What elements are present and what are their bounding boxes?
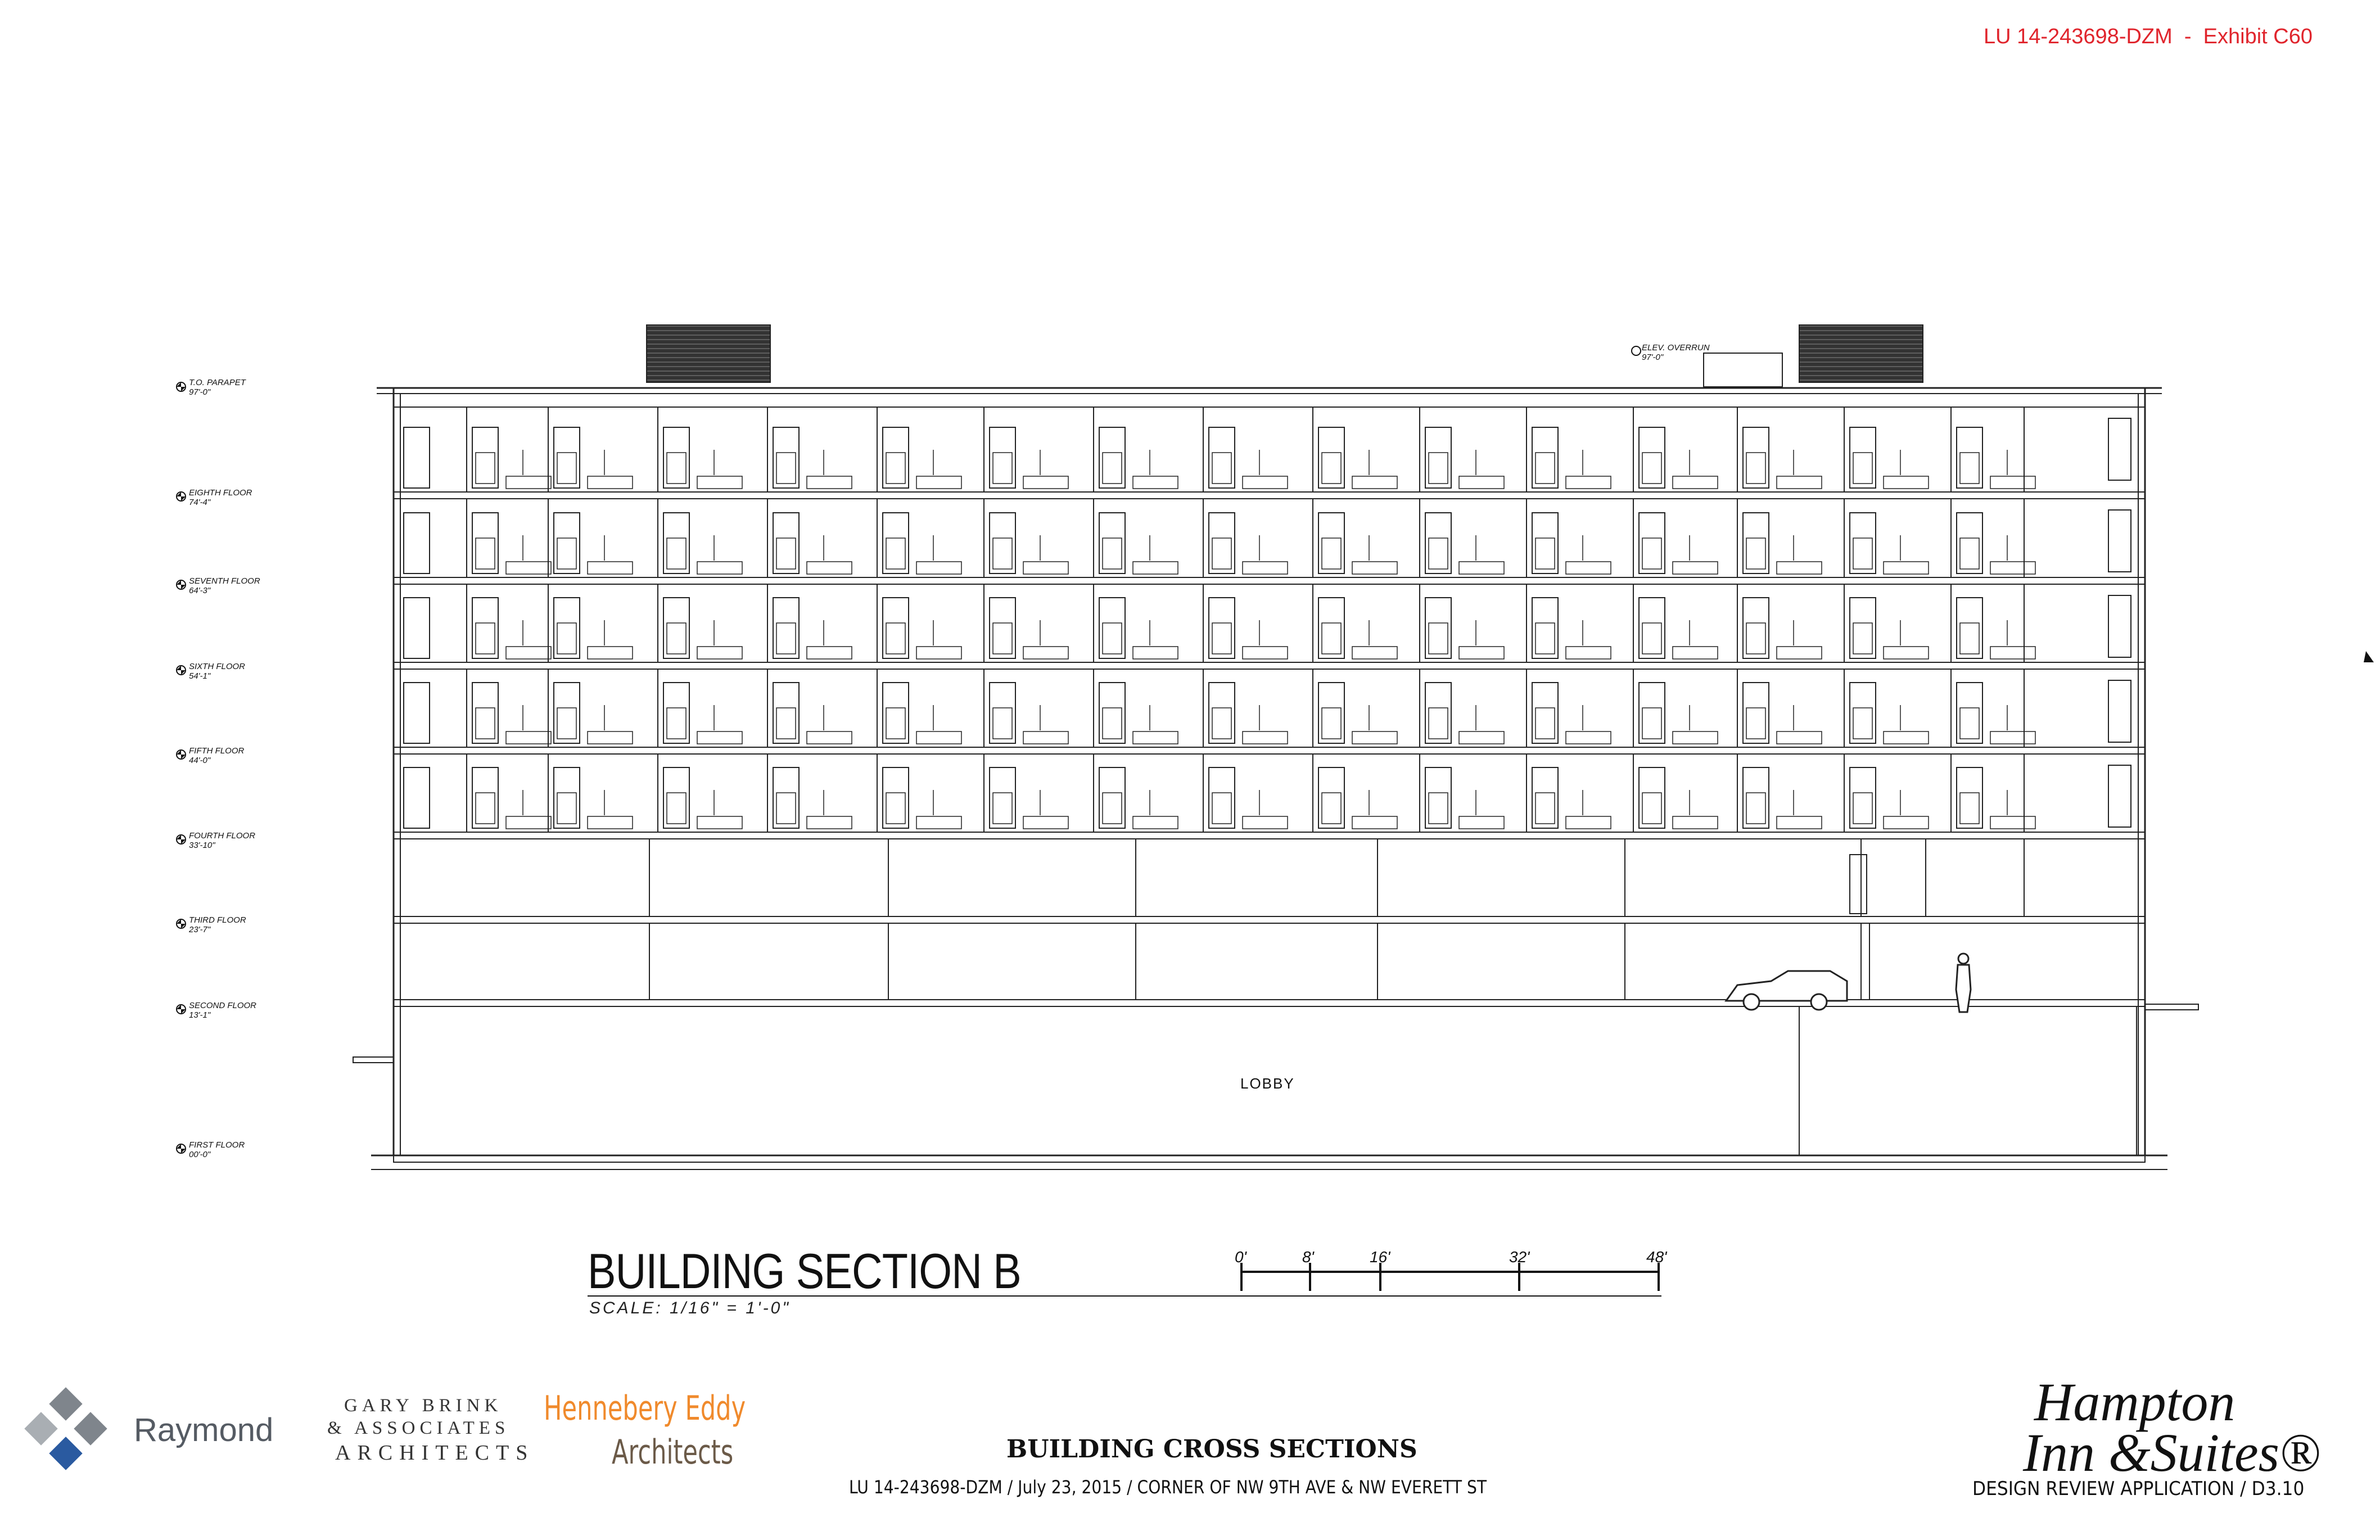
door — [1957, 683, 1982, 743]
door-panel — [1103, 623, 1122, 654]
door — [554, 513, 580, 573]
level-label: SIXTH FLOOR 54'-1" — [189, 662, 246, 681]
door — [1957, 767, 1982, 828]
floor-slab — [394, 492, 2145, 499]
door-panel — [1429, 538, 1448, 569]
bed — [1133, 647, 1178, 659]
bed — [1023, 647, 1068, 659]
door — [1743, 513, 1769, 573]
door — [663, 598, 689, 658]
door-panel — [1103, 793, 1122, 824]
door-panel — [1642, 623, 1661, 654]
gary-brink-logo-line: & ASSOCIATES — [327, 1418, 510, 1438]
bed — [1459, 731, 1504, 744]
door-panel — [667, 793, 686, 824]
door — [1850, 767, 1876, 828]
door — [1532, 513, 1558, 573]
door — [404, 427, 430, 488]
door-panel — [1642, 453, 1661, 484]
sheet-subtitle: LU 14-243698-DZM / July 23, 2015 / CORNER OF NW 9TH AVE & NW EVERETT ST — [849, 1476, 1487, 1498]
scale-note: SCALE: 1/16" = 1'-0" — [589, 1299, 791, 1317]
door — [1743, 767, 1769, 828]
door — [1743, 427, 1769, 488]
door — [1425, 767, 1451, 828]
bed — [807, 647, 852, 659]
scale-bar — [1241, 1263, 1659, 1291]
door-panel — [1642, 538, 1661, 569]
bed — [1673, 562, 1718, 574]
bed — [697, 562, 742, 574]
level-label: SEVENTH FLOOR 64'-3" — [189, 576, 260, 595]
door — [1099, 683, 1125, 743]
level-label: EIGHTH FLOOR 74'-4" — [189, 488, 252, 507]
door-panel — [476, 453, 495, 484]
door-panel — [1103, 538, 1122, 569]
bed — [916, 647, 961, 659]
bed — [1243, 816, 1288, 829]
design-review-label: DESIGN REVIEW APPLICATION / D3.10 — [1972, 1478, 2305, 1500]
floor-slab — [394, 832, 2145, 839]
door-panel — [1103, 453, 1122, 484]
bed — [1023, 731, 1068, 744]
bed — [1459, 562, 1504, 574]
bed — [506, 816, 551, 829]
level-label: FOURTH FLOOR 33'-10" — [189, 831, 256, 850]
bed — [1352, 816, 1397, 829]
floor-slab — [394, 1155, 2145, 1162]
door-panel — [886, 453, 905, 484]
door — [554, 427, 580, 488]
door-panel — [667, 453, 686, 484]
door — [404, 513, 430, 573]
door — [883, 513, 909, 573]
door — [1099, 513, 1125, 573]
door-panel — [557, 453, 576, 484]
door-panel — [886, 708, 905, 739]
door — [1425, 683, 1451, 743]
bed — [1990, 476, 2035, 489]
door — [773, 767, 799, 828]
bed — [1990, 647, 2035, 659]
door-panel — [1853, 708, 1872, 739]
door-panel — [1960, 538, 1979, 569]
scale-label: 32' — [1509, 1248, 1530, 1266]
door — [1318, 598, 1344, 658]
bed — [1673, 731, 1718, 744]
door — [1532, 683, 1558, 743]
door-panel — [1853, 623, 1872, 654]
elev-overrun-label: ELEV. OVERRUN 97'-0" — [1642, 343, 1710, 362]
door-panel — [1960, 453, 1979, 484]
bed — [697, 816, 742, 829]
bed — [1673, 476, 1718, 489]
door — [1957, 598, 1982, 658]
door-panel — [476, 623, 495, 654]
door — [1850, 513, 1876, 573]
door — [1209, 767, 1235, 828]
bed — [1566, 562, 1611, 574]
raymond-logo-icon — [24, 1387, 107, 1470]
bed — [1459, 816, 1504, 829]
door — [472, 598, 498, 658]
door-panel — [1322, 623, 1341, 654]
door-panel — [1429, 793, 1448, 824]
door — [1639, 767, 1665, 828]
door — [773, 513, 799, 573]
door — [663, 513, 689, 573]
bed — [1884, 816, 1929, 829]
level-label: FIRST FLOOR 00'-0" — [189, 1140, 245, 1159]
floor-slab — [394, 1000, 2145, 1006]
door-panel — [1746, 538, 1765, 569]
window — [2108, 595, 2131, 657]
door — [883, 683, 909, 743]
door — [554, 683, 580, 743]
door-panel — [1642, 708, 1661, 739]
bed — [1673, 647, 1718, 659]
bed — [588, 731, 633, 744]
door-panel — [667, 708, 686, 739]
bed — [1566, 647, 1611, 659]
bed — [916, 731, 961, 744]
bed — [588, 816, 633, 829]
bed — [697, 647, 742, 659]
scale-label: 0' — [1235, 1248, 1247, 1266]
door — [990, 598, 1015, 658]
door-panel — [886, 538, 905, 569]
door — [990, 427, 1015, 488]
door-panel — [1212, 538, 1231, 569]
level-label: SECOND FLOOR 13'-1" — [189, 1001, 257, 1020]
bed — [697, 731, 742, 744]
door-panel — [1322, 708, 1341, 739]
door — [883, 598, 909, 658]
bed — [1673, 816, 1718, 829]
bed — [506, 562, 551, 574]
bed — [1990, 562, 2035, 574]
door-panel — [1853, 793, 1872, 824]
door — [554, 598, 580, 658]
bed — [807, 731, 852, 744]
level-marker-icon — [1632, 346, 1641, 355]
door-panel — [993, 538, 1012, 569]
door-panel — [1212, 708, 1231, 739]
bed — [1884, 476, 1929, 489]
hennebery-eddy-logo-line: Hennebery Eddy — [544, 1389, 746, 1428]
door-panel — [1746, 453, 1765, 484]
door — [883, 427, 909, 488]
door-panel — [1429, 453, 1448, 484]
bed — [807, 476, 852, 489]
door-panel — [557, 708, 576, 739]
door-panel — [1642, 793, 1661, 824]
raymond-logo-text: Raymond — [134, 1412, 274, 1448]
floor-slab — [394, 662, 2145, 669]
bed — [1243, 647, 1288, 659]
bed — [588, 476, 633, 489]
marker-icon — [2364, 651, 2374, 662]
bed — [1990, 816, 2035, 829]
door-panel — [667, 538, 686, 569]
floor-slab — [394, 747, 2145, 754]
door — [1318, 683, 1344, 743]
door — [404, 683, 430, 743]
door-panel — [886, 623, 905, 654]
scale-label: 16' — [1370, 1248, 1390, 1266]
bed — [588, 562, 633, 574]
bed — [1352, 476, 1397, 489]
door — [472, 767, 498, 828]
door-panel — [776, 708, 796, 739]
window — [2108, 765, 2131, 827]
window — [2108, 418, 2131, 480]
door-panel — [1746, 708, 1765, 739]
bed — [697, 476, 742, 489]
bed — [506, 731, 551, 744]
bed — [1133, 476, 1178, 489]
door-panel — [993, 708, 1012, 739]
door-panel — [557, 538, 576, 569]
bed — [1023, 816, 1068, 829]
door — [773, 427, 799, 488]
door-panel — [1960, 623, 1979, 654]
bed — [916, 816, 961, 829]
door-panel — [1746, 623, 1765, 654]
door-panel — [776, 453, 796, 484]
bed — [506, 647, 551, 659]
bed — [1352, 731, 1397, 744]
door-panel — [557, 623, 576, 654]
door-panel — [1322, 793, 1341, 824]
gary-brink-logo-line: ARCHITECTS — [335, 1441, 535, 1465]
door-panel — [476, 538, 495, 569]
level-label: T.O. PARAPET 97'-0" — [189, 378, 246, 397]
bed — [1884, 562, 1929, 574]
bed — [1243, 476, 1288, 489]
sheet-title: BUILDING CROSS SECTIONS — [1006, 1435, 1417, 1464]
gary-brink-logo-line: GARY BRINK — [344, 1396, 503, 1416]
door — [990, 513, 1015, 573]
door-panel — [1212, 623, 1231, 654]
door — [1318, 513, 1344, 573]
door — [472, 513, 498, 573]
bed — [1459, 647, 1504, 659]
door — [1099, 427, 1125, 488]
door — [1532, 767, 1558, 828]
canopy — [2145, 1004, 2198, 1010]
bed — [1352, 647, 1397, 659]
bed — [916, 476, 961, 489]
door-panel — [1429, 708, 1448, 739]
window — [2108, 510, 2131, 572]
door — [1743, 683, 1769, 743]
door — [663, 683, 689, 743]
lobby-label: LOBBY — [1240, 1075, 1295, 1092]
door — [1639, 598, 1665, 658]
door-panel — [993, 453, 1012, 484]
door — [1425, 513, 1451, 573]
hampton-logo-line: Inn &Suites® — [2023, 1422, 2320, 1483]
stair — [1850, 855, 1867, 914]
bed — [1777, 731, 1822, 744]
door-panel — [776, 623, 796, 654]
door — [1209, 427, 1235, 488]
door — [1425, 598, 1451, 658]
car-icon — [1726, 971, 1847, 1010]
door — [1209, 683, 1235, 743]
bed — [807, 562, 852, 574]
bed — [1133, 816, 1178, 829]
door — [990, 767, 1015, 828]
door — [554, 767, 580, 828]
door-panel — [776, 793, 796, 824]
door — [1639, 683, 1665, 743]
person-icon — [1956, 954, 1971, 1012]
door-panel — [993, 793, 1012, 824]
door — [773, 598, 799, 658]
door-panel — [1429, 623, 1448, 654]
bed — [1459, 476, 1504, 489]
bed — [1884, 731, 1929, 744]
door-panel — [1212, 793, 1231, 824]
door — [1532, 598, 1558, 658]
bed — [916, 562, 961, 574]
door — [1425, 427, 1451, 488]
floor-slab — [394, 577, 2145, 584]
door — [1209, 598, 1235, 658]
bed — [1566, 816, 1611, 829]
bed — [1352, 562, 1397, 574]
door — [990, 683, 1015, 743]
door-panel — [1536, 623, 1555, 654]
door-panel — [1960, 793, 1979, 824]
door — [1850, 683, 1876, 743]
bed — [1884, 647, 1929, 659]
door-panel — [1322, 453, 1341, 484]
bed — [588, 647, 633, 659]
door — [1099, 767, 1125, 828]
door-panel — [476, 708, 495, 739]
door-panel — [1103, 708, 1122, 739]
door-panel — [1960, 708, 1979, 739]
roof-slab — [394, 394, 2145, 407]
door — [883, 767, 909, 828]
door — [1639, 427, 1665, 488]
window — [2108, 680, 2131, 742]
door-panel — [1212, 453, 1231, 484]
door-panel — [557, 793, 576, 824]
door — [1099, 598, 1125, 658]
door — [1209, 513, 1235, 573]
door-panel — [1536, 453, 1555, 484]
door-panel — [1853, 538, 1872, 569]
door-panel — [776, 538, 796, 569]
door — [404, 767, 430, 828]
hampton-logo-line: Hampton — [2034, 1372, 2236, 1432]
bed — [1243, 562, 1288, 574]
elevator-overrun — [1704, 353, 1782, 387]
bed — [1023, 562, 1068, 574]
bed — [506, 476, 551, 489]
bed — [807, 816, 852, 829]
door — [1957, 513, 1982, 573]
level-label: FIFTH FLOOR 44'-0" — [189, 746, 245, 765]
bed — [1566, 476, 1611, 489]
hennebery-eddy-logo-line: Architects — [612, 1433, 734, 1472]
bed — [1777, 816, 1822, 829]
bed — [1243, 731, 1288, 744]
door — [472, 683, 498, 743]
door-panel — [1322, 538, 1341, 569]
scale-label: 8' — [1302, 1248, 1314, 1266]
door — [1743, 598, 1769, 658]
bed — [1777, 562, 1822, 574]
door-panel — [1536, 708, 1555, 739]
bed — [1990, 731, 2035, 744]
door — [663, 427, 689, 488]
bed — [1133, 562, 1178, 574]
scale-label: 48' — [1646, 1248, 1667, 1266]
door — [1957, 427, 1982, 488]
bed — [1566, 731, 1611, 744]
bed — [1777, 476, 1822, 489]
rooftop-unit-right — [1799, 325, 1923, 382]
door — [773, 683, 799, 743]
door-panel — [476, 793, 495, 824]
door — [1850, 427, 1876, 488]
exhibit-number: LU 14-243698-DZM - Exhibit C60 — [1983, 25, 2313, 48]
door-panel — [993, 623, 1012, 654]
bed — [1777, 647, 1822, 659]
door — [472, 427, 498, 488]
door-panel — [1746, 793, 1765, 824]
door — [1639, 513, 1665, 573]
door — [1318, 767, 1344, 828]
canopy — [353, 1057, 394, 1063]
section-title: BUILDING SECTION B — [588, 1243, 1021, 1299]
door — [1532, 427, 1558, 488]
door — [663, 767, 689, 828]
door-panel — [1536, 538, 1555, 569]
floor-slab — [394, 916, 2145, 923]
door — [1318, 427, 1344, 488]
rooftop-unit-left — [647, 325, 770, 382]
door-panel — [1536, 793, 1555, 824]
door-panel — [1853, 453, 1872, 484]
door-panel — [667, 623, 686, 654]
door — [404, 598, 430, 658]
level-label: THIRD FLOOR 23'-7" — [189, 915, 246, 934]
door-panel — [886, 793, 905, 824]
bed — [1023, 476, 1068, 489]
bed — [1133, 731, 1178, 744]
door — [1850, 598, 1876, 658]
